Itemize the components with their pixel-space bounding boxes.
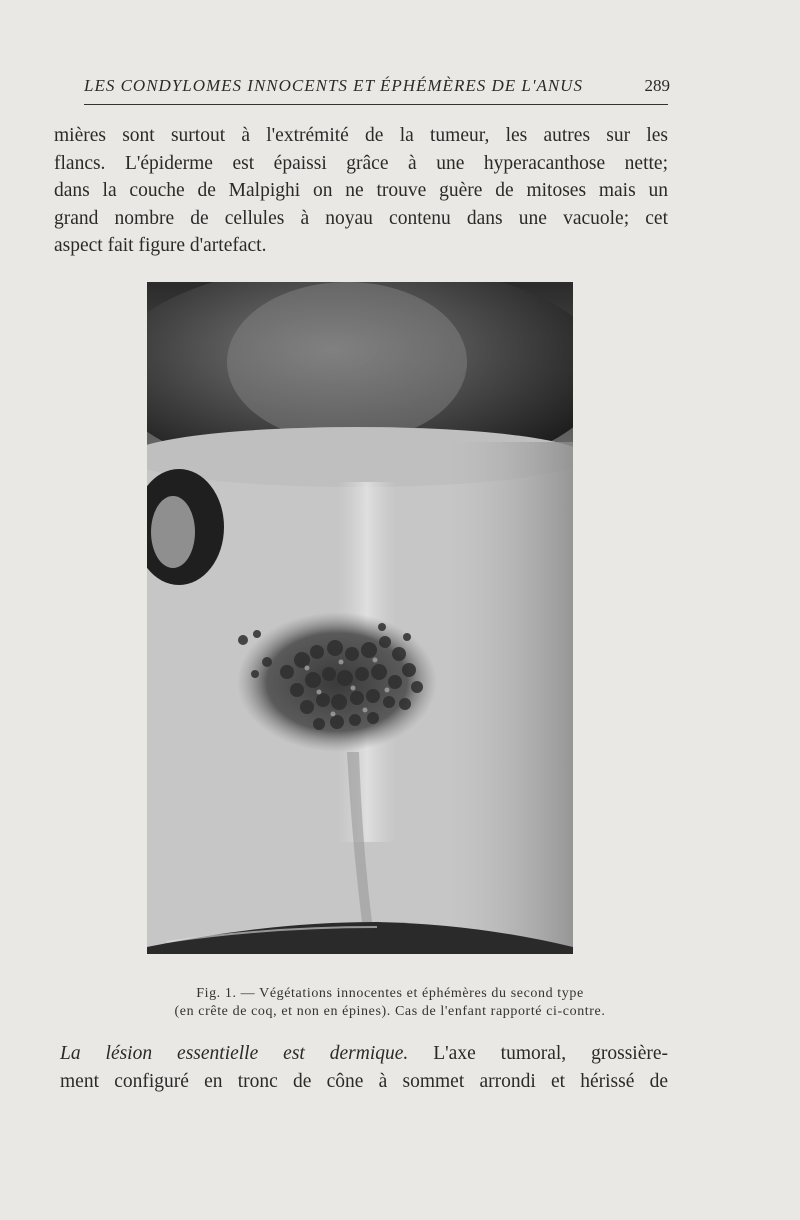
running-head: [84, 76, 670, 96]
clinical-photograph: [147, 282, 573, 954]
text-line: aspect fait figure d'artefact.: [54, 235, 267, 256]
text-span: L'axe tumoral, grossière-: [408, 1043, 669, 1064]
text-line: grand nombre de cellules à noyau contenu dans une vacuole; cet: [54, 207, 668, 229]
text-line: ment configuré en tronc de cône à sommet arrondi et hérissé de: [60, 1070, 668, 1092]
running-head-title: LES CONDYLOMES INNOCENTS ET ÉPHÉMÈRES DE L'ANUS: [84, 76, 583, 95]
figure-caption-line-1: Fig. 1. — Végétations innocentes et éphémères du second type: [196, 986, 584, 1001]
bottom-paragraph: [60, 1040, 668, 1095]
page-number: 289: [644, 76, 670, 95]
text-line: mières sont surtout à l'extrémité de la tumeur, les autres sur les: [54, 125, 668, 146]
figure-caption-line-2: (en crête de coq, et non en épines). Cas de l'enfant rapporté ci-contre.: [174, 1004, 606, 1019]
text-line: flancs. L'épiderme est épaissi grâce à une hyperacanthose nette;: [54, 152, 668, 174]
header-rule: [84, 104, 668, 105]
text-line: [60, 1040, 668, 1068]
italic-phrase: La lésion essentielle est dermique.: [60, 1043, 409, 1064]
photograph-image: [147, 282, 573, 954]
text-line: dans la couche de Malpighi on ne trouve guère de mitoses mais un: [54, 180, 668, 201]
top-paragraph: [54, 122, 668, 260]
